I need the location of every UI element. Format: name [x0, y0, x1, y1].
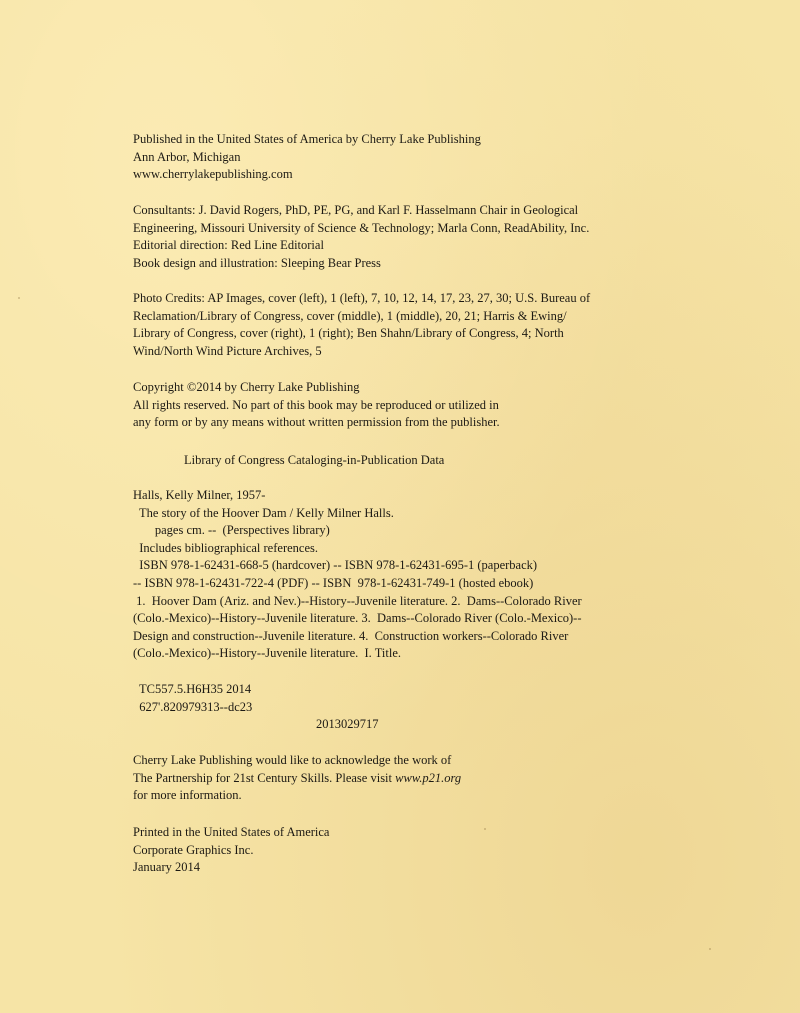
acknowledgment-text: The Partnership for 21st Century Skills. Please visit [133, 770, 396, 785]
acknowledgment-line: for more information. [133, 788, 242, 803]
photo-credits-line: Library of Congress, cover (right), 1 (right); Ben Shahn/Library of Congress, 4; North [133, 326, 564, 341]
photo-credits-line: Wind/North Wind Picture Archives, 5 [133, 343, 322, 358]
printing-block [133, 824, 633, 877]
cip-title: The story of the Hoover Dam / Kelly Milner Halls. [133, 505, 394, 520]
photo-credits-line: Photo Credits: AP Images, cover (left), 1 (left), 7, 10, 12, 14, 17, 23, 27, 30; U.S. Bureau of [133, 291, 591, 305]
book-design: Book design and illustration: Sleeping Bear Press [133, 255, 381, 270]
copyright-notice: Copyright ©2014 by Cherry Lake Publishing [133, 380, 360, 394]
publisher-block [133, 131, 633, 184]
acknowledgment-line: Cherry Lake Publishing would like to acknowledge the work of [133, 753, 452, 767]
dewey-number: 627'.820979313--dc23 [133, 699, 253, 714]
rights-line: any form or by any means without written permission from the publisher. [133, 415, 500, 430]
acknowledgment-block [133, 752, 633, 805]
cip-subjects: (Colo.-Mexico)--History--Juvenile literature. 3. Dams--Colorado River (Colo.-Mexico)-- [133, 611, 582, 626]
cip-subjects: 1. Hoover Dam (Ariz. and Nev.)--History--Juvenile literature. 2. Dams--Colorado River [133, 593, 582, 608]
paper-speck [18, 297, 20, 299]
cip-isbn: -- ISBN 978-1-62431-722-4 (PDF) -- ISBN 978-1-62431-749-1 (hosted ebook) [133, 575, 534, 590]
editorial-direction: Editorial direction: Red Line Editorial [133, 238, 324, 253]
lccn: 2013029717 [316, 717, 379, 732]
publisher-line: Published in the United States of America by Cherry Lake Publishing [133, 132, 481, 146]
copyright-block [133, 379, 633, 432]
consultants-line: Engineering, Missouri University of Science & Technology; Marla Conn, ReadAbility, Inc. [133, 220, 590, 235]
print-date: January 2014 [133, 860, 200, 875]
lc-call-number: TC557.5.H6H35 2014 [133, 682, 252, 696]
acknowledgment-line [133, 770, 633, 788]
paper-speck [709, 948, 711, 950]
consultants-block [133, 202, 633, 272]
publisher-city: Ann Arbor, Michigan [133, 149, 241, 164]
cip-heading-block [184, 452, 684, 470]
classification-block [133, 681, 633, 734]
rights-line: All rights reserved. No part of this book may be reproduced or utilized in [133, 397, 499, 412]
cip-isbn: ISBN 978-1-62431-668-5 (hardcover) -- ISBN 978-1-62431-695-1 (paperback) [133, 558, 538, 573]
p21-link[interactable]: www.p21.org [395, 770, 462, 785]
consultants-line: Consultants: J. David Rogers, PhD, PE, PG, and Karl F. Hasselmann Chair in Geological [133, 203, 579, 217]
cip-author: Halls, Kelly Milner, 1957- [133, 488, 266, 502]
cip-block [133, 487, 633, 663]
cip-subjects: Design and construction--Juvenile literature. 4. Construction workers--Colorado River [133, 628, 569, 643]
printer-name: Corporate Graphics Inc. [133, 842, 254, 857]
printed-in: Printed in the United States of America [133, 825, 330, 839]
cip-bibliography: Includes bibliographical references. [133, 540, 318, 555]
cip-heading: Library of Congress Cataloging-in-Publication Data [184, 453, 445, 467]
cip-pages: pages cm. -- (Perspectives library) [133, 523, 330, 538]
photo-credits-block [133, 290, 633, 360]
publisher-website: www.cherrylakepublishing.com [133, 167, 293, 182]
cip-subjects: (Colo.-Mexico)--History--Juvenile literature. I. Title. [133, 646, 401, 661]
photo-credits-line: Reclamation/Library of Congress, cover (middle), 1 (middle), 20, 21; Harris & Ewing/ [133, 308, 567, 323]
